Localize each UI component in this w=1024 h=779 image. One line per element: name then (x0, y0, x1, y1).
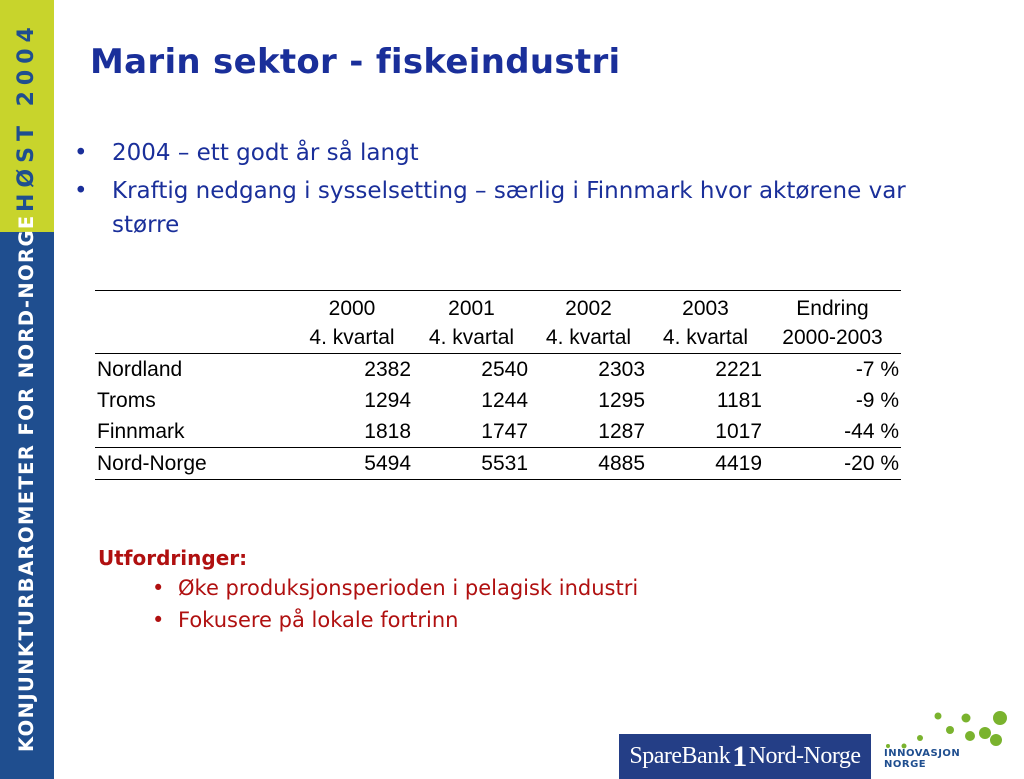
table-header-cell: 4. kvartal (413, 322, 530, 354)
table-header-cell: 2002 (530, 291, 647, 323)
sparebank-logo-left: SpareBank (629, 743, 731, 769)
table-header-cell (95, 291, 291, 323)
table-cell: 2382 (364, 357, 411, 381)
challenge-item (152, 604, 638, 636)
bullet-dot: • (74, 178, 88, 204)
table-cell: 1017 (715, 419, 762, 443)
challenge-text: Fokusere på lokale fortrinn (178, 608, 459, 632)
banner-season-text: HØST 2004 (14, 21, 39, 212)
table-header-row (95, 291, 901, 323)
table-header-cell: 4. kvartal (291, 322, 413, 354)
table-header-cell: 4. kvartal (647, 322, 764, 354)
challenges-heading: Utfordringer: (98, 546, 248, 570)
innovasjon-logo-line2: NORGE (884, 759, 927, 770)
table-cell: 1295 (598, 388, 645, 412)
table-cell: 1244 (481, 388, 528, 412)
innovasjon-logo-text (884, 748, 960, 770)
sparebank-logo-one: 1 (732, 739, 747, 773)
table-row-label: Nordland (97, 357, 183, 381)
table-cell: 4885 (530, 448, 647, 480)
table-header-cell: 4. kvartal (530, 322, 647, 354)
challenge-text: Øke produksjonsperioden i pelagisk industri (178, 576, 639, 600)
bullet-item (74, 174, 974, 242)
table-row (95, 385, 901, 416)
table-row-label: Troms (97, 388, 156, 412)
bullet-dot: • (74, 140, 88, 166)
table-header-cell: 2000-2003 (764, 322, 901, 354)
sparebank-logo (619, 734, 871, 779)
table-cell: 1294 (364, 388, 411, 412)
table-header-cell: 2000 (291, 291, 413, 323)
table-cell: -9 % (855, 388, 899, 412)
table-cell: 1287 (598, 419, 645, 443)
table-header-cell (95, 322, 291, 354)
table-header-cell: 2001 (413, 291, 530, 323)
table-cell: 2303 (598, 357, 645, 381)
bullet-list (74, 136, 974, 246)
table-row (95, 354, 901, 386)
table-row-label: Nord-Norge (95, 448, 291, 480)
challenges-section (98, 544, 638, 636)
challenge-item (152, 572, 638, 604)
table-cell: 2540 (481, 357, 528, 381)
table-cell: 5531 (413, 448, 530, 480)
table-row-total (95, 448, 901, 480)
table-cell: 4419 (647, 448, 764, 480)
table-cell: 1181 (716, 388, 762, 412)
table-row-label: Finnmark (97, 419, 185, 443)
table-header-cell: 2003 (647, 291, 764, 323)
table-header-cell: Endring (764, 291, 901, 323)
banner-brand-text: KONJUNKTURBAROMETER FOR NORD-NORGE (15, 214, 38, 752)
bullet-item (74, 136, 974, 170)
bullet-dot: • (152, 576, 165, 600)
bullet-text: 2004 – ett godt år så langt (112, 140, 419, 166)
innovasjon-logo-line1: INNOVASJON (884, 748, 961, 759)
bullet-text: Kraftig nedgang i sysselsetting – særlig i Finnmark hvor aktørene var større (112, 178, 906, 238)
employment-table (95, 290, 901, 480)
sparebank-logo-right: Nord-Norge (748, 743, 861, 769)
table-cell: 5494 (291, 448, 413, 480)
table-cell: -44 % (844, 419, 899, 443)
table-cell: 1818 (364, 419, 411, 443)
table-cell: -20 % (764, 448, 901, 480)
table-cell: 2221 (715, 357, 762, 381)
slide-title: Marin sektor - fiskeindustri (90, 42, 621, 82)
bullet-dot: • (152, 608, 165, 632)
table-cell: -7 % (855, 357, 899, 381)
table-cell: 1747 (481, 419, 528, 443)
table-row (95, 416, 901, 448)
table-header-row (95, 322, 901, 354)
